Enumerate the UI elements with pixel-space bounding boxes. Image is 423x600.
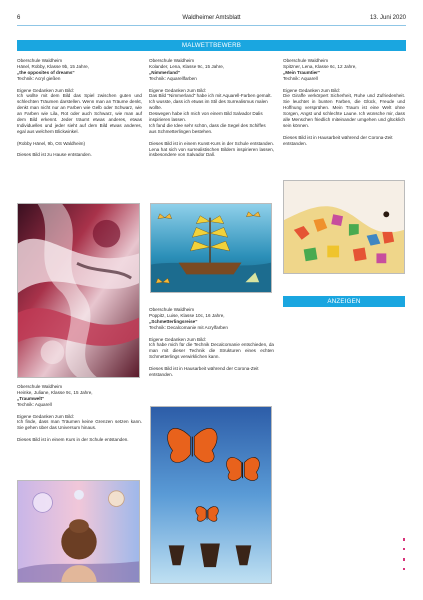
entry-thoughts-label: Eigene Gedanken zum Bild: [17,413,74,419]
artwork-nimmerland [150,203,272,293]
entry-kolander [149,58,274,164]
ads-banner: ANZEIGEN [283,296,405,307]
entry-school: Oberschule Waldheim [17,58,63,63]
artwork-mein-traumtier [283,180,405,274]
entry-title: „Nimmerland“ [149,69,181,75]
entry-thoughts-label: Eigene Gedanken zum Bild: [149,336,206,342]
entry-spitzner [283,58,405,152]
entry-signature: (Robby Hänel, 9b, OS Waldheim) [17,140,85,146]
entry-note: Dieses Bild ist in einem Kunst-Kurs in der Schule entstanden. Lena hat sich von surrealistischen Bildern inspirieren lassen, insbesondere von Salvador Dalí. [149,140,274,158]
side-marker [403,538,405,541]
entry-heinke [17,384,142,449]
section-banner: MALWETTBEWERB [17,40,406,51]
entry-text: Ich habe mich für die Technik Decalcomanie entschieden, da man mit dieser Technik die Strukturen eines echten Schmetterlings verwirklichen kann. [149,342,274,360]
entry-title: „Schmetterlingsreise“ [149,318,198,324]
side-marker [403,568,405,570]
entry-thoughts-label: Eigene Gedanken zum Bild: [17,87,74,93]
entry-school: Oberschule Waldheim [149,307,195,312]
entry-note: Dieses Bild ist in Hausarbeit während der Corona-Zeit entstanden. [149,366,259,377]
entry-text-2: Ich wusste, dass ich etwas im Stil des Surrealismus malen wollte. [149,99,268,111]
entry-author: Poppitz, Luise, Klasse 10c, 16 Jahre, [149,312,225,318]
entry-text-3: Deswegen habe ich mich von einem Bild Salvador Dalis inspirieren lassen. [149,111,263,123]
artwork-schmetterlingsreise [150,406,272,584]
publication-title: Waldheimer Amtsblatt [182,15,241,21]
header-rule [17,25,406,26]
entry-technique: Technik: Aquarell [283,75,318,81]
entry-school: Oberschule Waldheim [149,58,195,63]
entry-school: Oberschule Waldheim [283,58,329,63]
entry-note: Dieses Bild ist zu Hause entstanden. [17,152,92,158]
entry-technique: Technik: Acryl gießen [17,75,61,81]
entry-note: Dieses Bild ist in einem Kurs in der Schule entstanden. [17,437,129,443]
entry-author: Hänel, Robby, Klasse 9b, 15 Jahre, [17,63,89,69]
entry-text: Die Giraffe verkörpert Sicherheit, Ruhe und Zufriedenheit. Sie leuchtet in bunten Farben, die Glück, Freude und Hoffnung versprühen. Mein Traum ist eine Welt ohne Sorgen, Angst und schlechte Laune. Ich wünsche mir, dass alle Menschen friedlich miteinander umgehen und glücklich sein können. [283,93,405,128]
entry-text: Das Bild "Nimmerland" habe ich mit Aquarell-Farben gemalt. [149,93,272,99]
entry-author: Heinke, Juliane, Klasse 9c, 15 Jahre, [17,389,93,395]
entry-thoughts-label: Eigene Gedanken zum Bild: [283,87,340,93]
page-number: 6 [17,15,21,21]
entry-author: Spitzner, Lena, Klasse 6c, 12 Jahre, [283,63,357,69]
entry-technique: Technik: Decalcomanie mit Acrylfarben [149,324,228,330]
entry-school: Oberschule Waldheim [17,384,63,389]
entry-poppitz [149,307,274,384]
entry-technique: Technik: Aquarell [17,401,52,407]
entry-note: Dieses Bild ist in Hausarbeit während der Corona-Zeit entstanden. [283,134,393,146]
entry-author: Kolander, Lena, Klasse 9c, 15 Jahre, [149,63,225,69]
entry-text: Ich wollte mit dem Bild das Spiel zwischen guten und schlechten Träumen darstellen. Wenn man an Träume denkt, denkt man nicht nur an Farben wie Gelb oder Schwarz, wie an Farben wie Lila, Rot oder auch Schwarz, wie man auf dem Bild erkennt. Jeder träumt etwas anderes, etwas Individuelles und jeder sieht auf dem Bild etwas anderes, egal aus welchem Blickwinkel. [17,93,142,134]
entry-title: „Traumwelt“ [17,395,45,401]
artwork-opposites-of-dreams [17,203,140,378]
issue-date: 13. Juni 2020 [369,15,406,21]
entry-technique: Technik: Aquarellfarben [149,75,197,81]
entry-text-4: Ich fand die Idee sehr schön, dass die Segel des Schiffes aus Schmetterlingen bestehen. [149,122,266,134]
entry-title: „Mein Traumtier“ [283,69,321,75]
entry-text: Ich finde, dass man Träumen keine Grenzen setzen kann. Sie gehen über das Universum hinaus. [17,419,142,431]
side-marker [403,558,405,561]
entry-title: „the opposites of dreams“ [17,69,75,75]
entry-thoughts-label: Eigene Gedanken zum Bild: [149,87,206,93]
entry-hanel [17,58,142,164]
artwork-traumwelt [17,480,140,583]
side-marker [403,548,405,550]
